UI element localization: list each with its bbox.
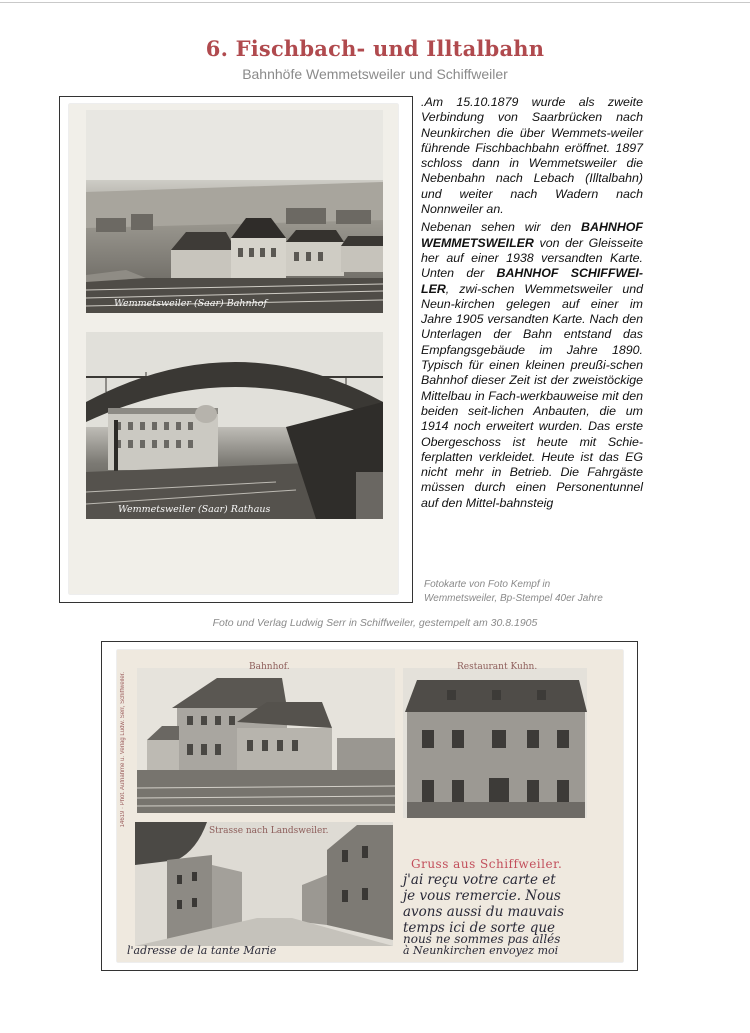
gruss-greeting: Gruss aus Schiffweiler. xyxy=(411,857,563,871)
credit-card2: Foto und Verlag Ludwig Serr in Schiffweiler, gestempelt am 30.8.1905 xyxy=(212,617,538,629)
handwriting-line-7: l'adresse de la tante Marie xyxy=(127,944,277,957)
postcard-wemmetsweiler xyxy=(69,104,398,594)
paragraph-1: .Am 15.10.1879 wurde als zweite Verbindung von Saarbrücken nach Neunkirchen die über Wemmets-weiler führende Fischbachbahn eröffnet. 1897 schloss dann in Wemmetsweiler die Nebenbahn nach Lebach (Illtalbahn) und weiter nach Wadern nach Nonnweiler an. xyxy=(421,95,643,217)
handwriting-line-2: je vous remercie. Nous xyxy=(403,888,561,904)
page-title: 6. Fischbach- und Illtalbahn xyxy=(205,36,545,61)
handwriting-line-6: à Neunkirchen envoyez moi xyxy=(403,944,559,957)
article-text xyxy=(421,95,643,514)
paragraph-2-a: Nebenan sehen wir den xyxy=(421,220,572,235)
caption-rathaus: Wemmetsweiler (Saar) Rathaus xyxy=(118,504,271,515)
credit-card1-line1: Fotokarte von Foto Kempf in xyxy=(424,579,551,590)
handwriting-line-1: j'ai reçu votre carte et xyxy=(403,872,556,888)
paragraph-2 xyxy=(421,220,643,511)
station-illustration xyxy=(86,110,383,313)
handwriting-line-5: nous ne sommes pas allés xyxy=(403,932,561,946)
credit-card1 xyxy=(424,578,654,605)
label-bahnhof: Bahnhof. xyxy=(249,662,290,672)
paragraph-2-d: , zwi-schen Wemmetsweiler und Neun-kirchen gelegen auf einer im Jahre 1905 versandten Karte. Nach den Unterlagen der Bahn entstand das Empfangsgebäude im Jahre 1890. Typisch für einen kleinen preußi-schen Bahnhof dieser Zeit ist der zweistöckige Mittelbau in Fach-werkbauweise mit den beiden seit-lichen Anbauten, die um 1914 noch erweitert wurden. Das erste Obergeschoss ist heute mit Schie-ferplatten verkleidet. Heute ist das EG nicht mehr in Betrieb. Die Fahrgäste müssen durch einen Personentunnel auf den Mittel-bahnsteig xyxy=(421,281,643,510)
publisher-imprint: 14619 · Phot. Aufnahme u. Verlag Ludw. Serr, Schiffweiler. xyxy=(120,672,126,828)
handwriting-line-4: temps ici de sorte que xyxy=(403,920,556,936)
photo-rathaus-wemmetsweiler xyxy=(86,332,383,519)
caption-bahnhof: Wemmetsweiler (Saar) Bahnhof xyxy=(114,298,268,309)
paragraph-2-c: von der Gleisseite her auf einer 1938 versandten Karte. Unten der xyxy=(421,235,643,281)
handwriting-line-3: avons aussi du mauvais xyxy=(403,904,565,920)
top-rule xyxy=(0,2,750,3)
postcard-schiffweiler xyxy=(117,650,623,962)
credit-card1-line2: Wemmetsweiler, Bp-Stempel 40er Jahre xyxy=(424,592,603,604)
page-subtitle: Bahnhöfe Wemmetsweiler und Schiffweiler xyxy=(242,66,508,82)
label-restaurant: Restaurant Kuhn. xyxy=(457,662,538,672)
bahnhof-wemmetsweiler-highlight: BAHNHOF WEMMETSWEILER xyxy=(421,220,643,250)
rathaus-illustration xyxy=(86,332,383,519)
label-strasse: Strasse nach Landsweiler. xyxy=(209,826,329,836)
bahnhof-schiffweiler-highlight: BAHNHOF SCHIFFWEI-LER xyxy=(421,266,643,296)
photo-bahnhof-wemmetsweiler xyxy=(86,110,383,313)
